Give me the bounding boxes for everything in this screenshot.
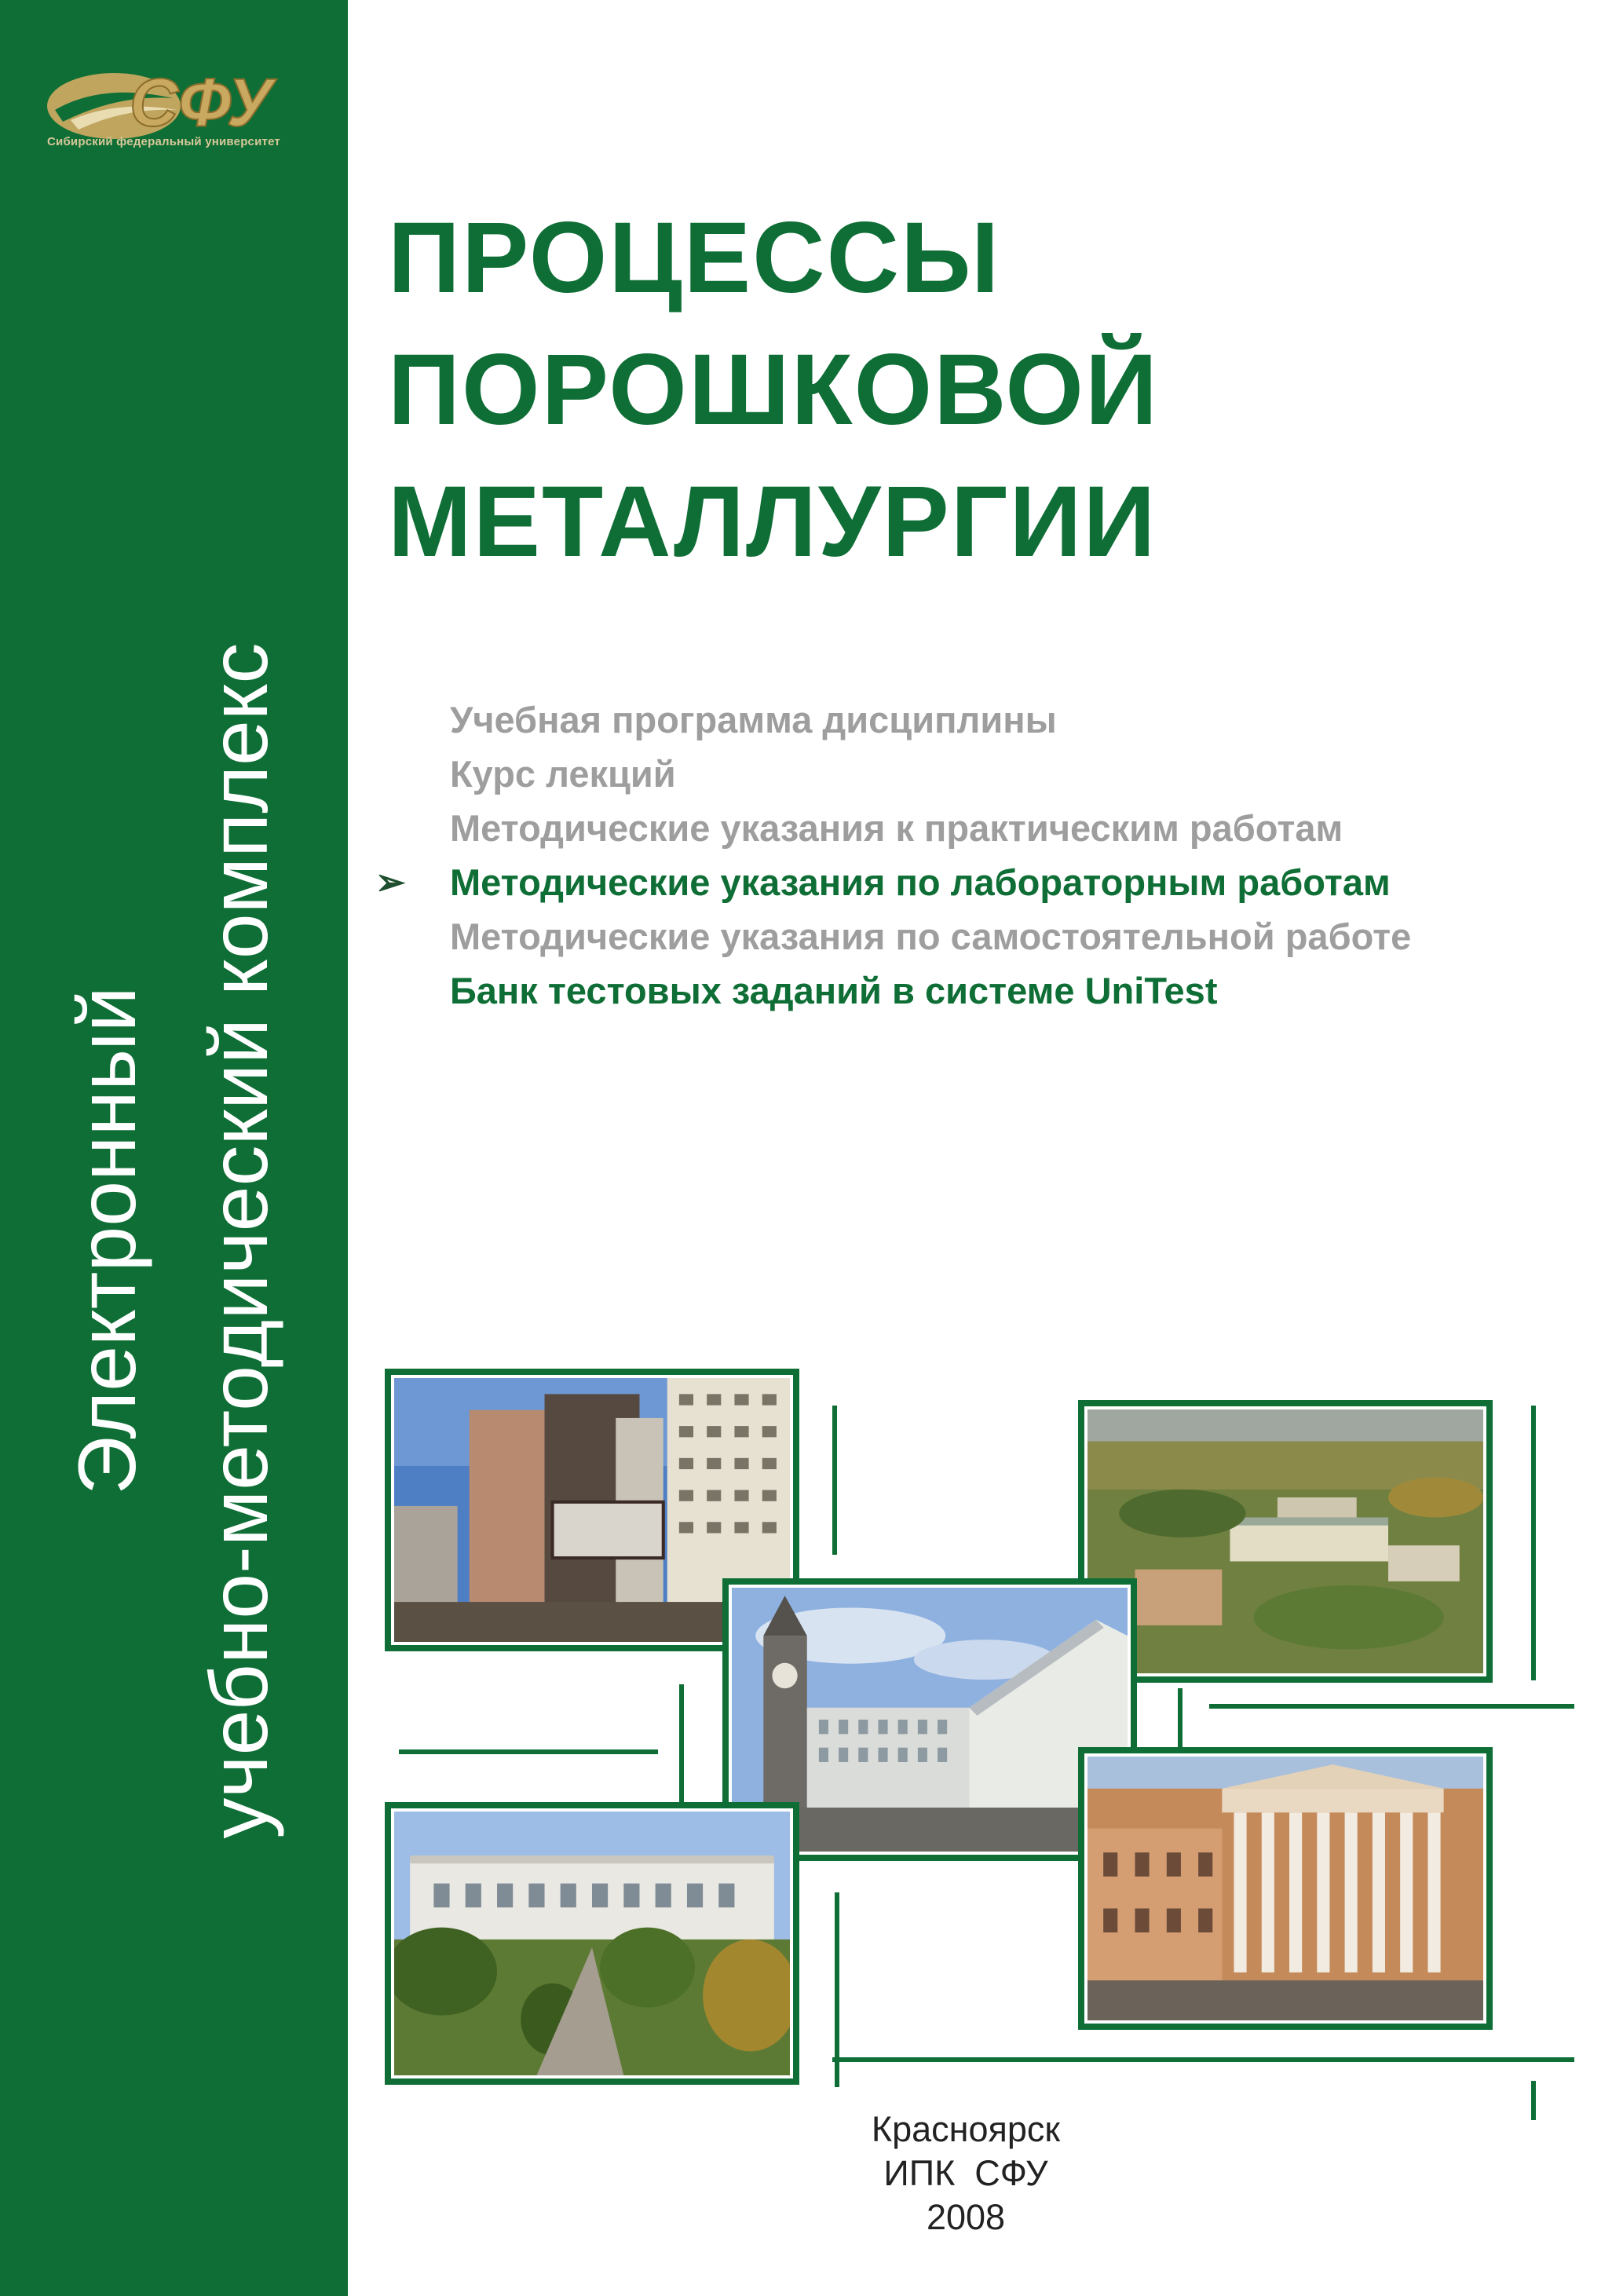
title-line2: ПОРОШКОВОЙ [388,334,1159,446]
menu-item-selfstudy[interactable]: Методические указания по самостоятельной работе [450,916,1412,957]
title-line3: МЕТАЛЛУРГИИ [388,466,1157,578]
photo-campus-aerial [1078,1400,1493,1683]
menu-item-lectures[interactable]: Курс лекций [450,753,676,795]
divider-line [399,1749,658,1754]
sidebar-title-line2: учебно-методический комплекс [194,642,285,1839]
menu-item-practical[interactable]: Методические указания к практическим работам [450,807,1343,849]
menu-item-program[interactable]: Учебная программа дисциплины [450,699,1057,740]
imprint-city: Красноярск [871,2109,1061,2149]
divider-line [1209,1704,1574,1709]
sidebar-vertical-title [42,377,305,2104]
divider-line [832,1406,837,1555]
imprint-year: 2008 [926,2197,1006,2237]
logo-caption: Сибирский федеральный университет [47,135,280,148]
photo-main-building [385,1802,799,2085]
title-line1: ПРОЦЕССЫ [388,202,1001,314]
svg-text:СФУ: СФУ [130,65,273,141]
divider-line [832,2057,1574,2062]
menu-item-laboratory[interactable]: ➢ Методические указания по лабораторным работам [450,855,1411,909]
photo-columns-building [1078,1747,1493,2030]
sidebar [0,0,348,2296]
sidebar-title-line1: Электронный [62,986,153,1495]
divider-line [1531,2081,1536,2120]
imprint-publisher: ИПК СФУ [883,2153,1048,2193]
divider-line [1531,1406,1536,1680]
imprint [832,2108,1099,2239]
page-title [388,192,1159,588]
contents-menu [375,693,1412,1018]
menu-item-unitest[interactable]: Банк тестовых заданий в системе UniTest [450,970,1218,1011]
arrow-marker-icon: ➢ [375,861,406,902]
